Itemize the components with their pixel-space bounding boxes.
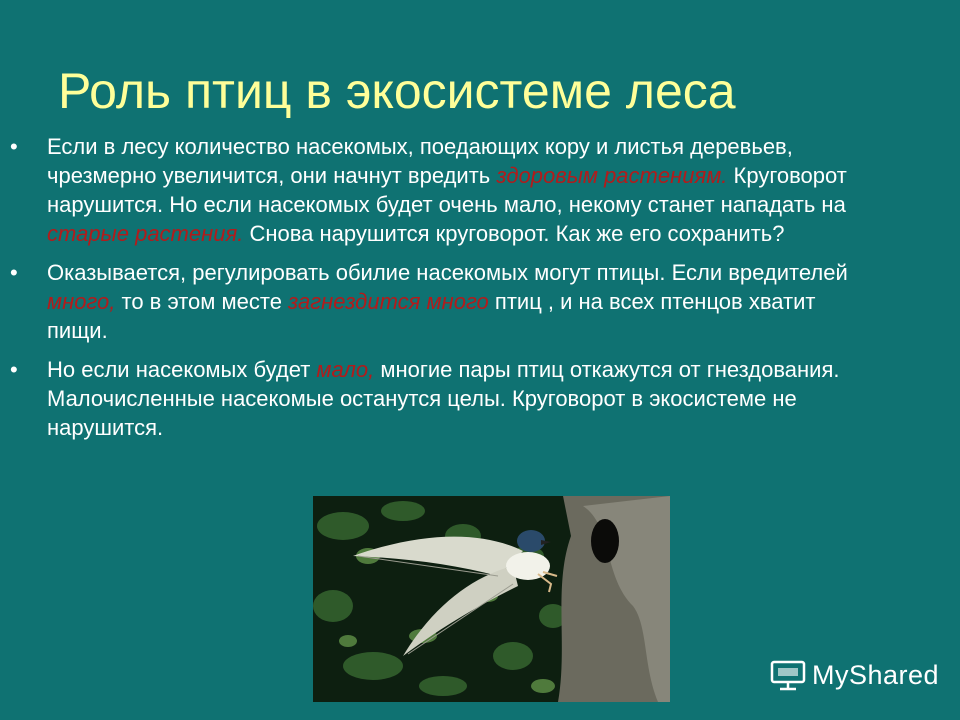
bullet-list bbox=[0, 132, 960, 452]
bullet-marker: • bbox=[10, 357, 18, 382]
highlighted-text: здоровым растениям. bbox=[496, 163, 728, 188]
bullet-marker: • bbox=[10, 134, 18, 159]
swallow-photo-illustration bbox=[313, 496, 670, 702]
bullet-text bbox=[47, 357, 840, 440]
bullet-item bbox=[0, 132, 877, 248]
text-run: птиц , и на всех птенцов хватит пищи. bbox=[47, 289, 816, 343]
bullet-text bbox=[47, 260, 848, 343]
bullet-text bbox=[47, 134, 847, 246]
text-run: Снова нарушится круговорот. Как же его сохранить? bbox=[243, 221, 785, 246]
text-run: Круговорот нарушится. Но если насекомых будет очень мало, некому станет нападать на bbox=[47, 163, 847, 217]
text-run: Но если насекомых будет bbox=[47, 357, 317, 382]
highlighted-text: мало, bbox=[316, 357, 375, 382]
bullet-marker: • bbox=[10, 260, 18, 285]
slide-title: Роль птиц в экосистеме леса bbox=[58, 63, 736, 119]
highlighted-text: много, bbox=[47, 289, 116, 314]
bullet-item bbox=[0, 258, 877, 345]
text-run: то в этом месте bbox=[115, 289, 289, 314]
highlighted-text: старые растения. bbox=[47, 221, 244, 246]
text-run: многие пары птиц откажутся от гнездования. Малочисленные насекомые останутся целы. Круговорот в экосистеме не нарушится. bbox=[47, 357, 840, 440]
bird-photo bbox=[313, 496, 670, 702]
watermark-brand: MyShared bbox=[812, 659, 940, 690]
highlighted-text: загнездится много bbox=[288, 289, 489, 314]
text-run: Оказывается, регулировать обилие насекомых могут птицы. Если вредителей bbox=[47, 260, 848, 285]
text-run: Если в лесу количество насекомых, поедающих кору и листья деревьев, чрезмерно увеличится, они начнут вредить bbox=[47, 134, 793, 188]
myshared-watermark bbox=[770, 655, 939, 695]
bullet-item bbox=[0, 355, 877, 442]
presentation-board-icon bbox=[770, 659, 806, 691]
